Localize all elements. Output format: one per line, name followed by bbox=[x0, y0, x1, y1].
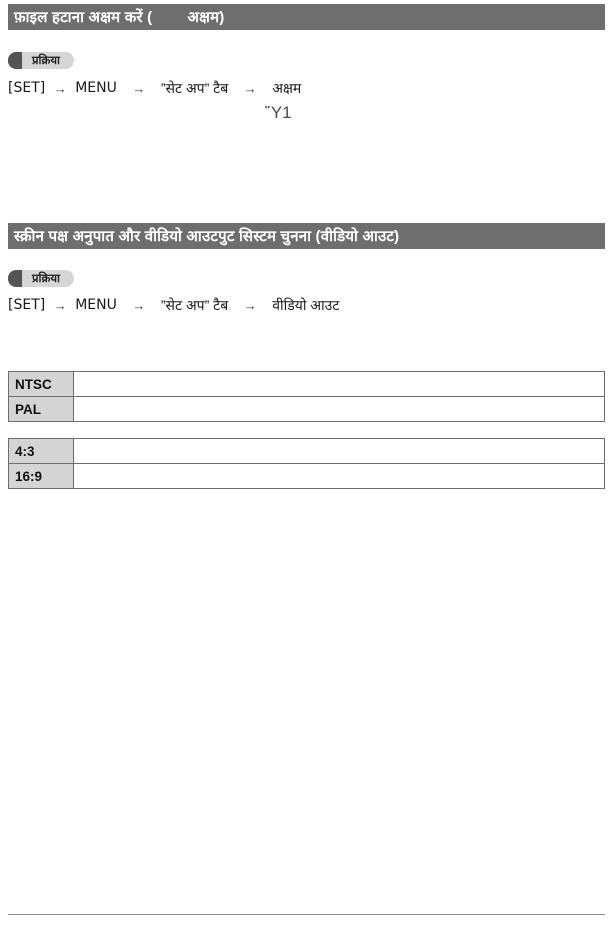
table-row bbox=[9, 397, 605, 422]
procedure-bullet-icon bbox=[8, 270, 22, 287]
procedure-tab-text: प्रक्रिया bbox=[22, 270, 74, 287]
path-step-video-out: वीडियो आउट bbox=[272, 296, 340, 313]
row-key-ntsc: NTSC bbox=[9, 372, 74, 397]
footer-divider bbox=[8, 914, 605, 915]
path-arrow-icon: → bbox=[53, 297, 67, 313]
path-arrow-icon: → bbox=[243, 297, 257, 313]
path-step-menu: MENU bbox=[75, 297, 117, 313]
path-arrow-icon: → bbox=[53, 80, 67, 96]
path-arrow-icon: → bbox=[132, 80, 146, 96]
path-step-disable: अक्षम bbox=[272, 79, 302, 96]
trash-icon: Ὕ1 bbox=[265, 102, 292, 122]
row-key-pal: PAL bbox=[9, 397, 74, 422]
path-arrow-icon: → bbox=[243, 80, 257, 96]
procedure-label-video-out bbox=[8, 268, 74, 288]
trash-icon-note bbox=[265, 102, 385, 122]
path-step-menu: MENU bbox=[75, 80, 117, 96]
table-aspect-ratio bbox=[8, 438, 605, 489]
row-value-4-3 bbox=[74, 439, 605, 464]
table-row bbox=[9, 439, 605, 464]
row-key-16-9: 16:9 bbox=[9, 464, 74, 489]
row-value-16-9 bbox=[74, 464, 605, 489]
procedure-tab-text: प्रक्रिया bbox=[22, 52, 74, 69]
row-key-4-3: 4:3 bbox=[9, 439, 74, 464]
table-row bbox=[9, 372, 605, 397]
procedure-bullet-icon bbox=[8, 52, 22, 69]
procedure-path-video-out bbox=[8, 294, 605, 316]
row-value-ntsc bbox=[74, 372, 605, 397]
section-heading-delete-disable: फ़ाइल हटाना अक्षम करें ( अक्षम) bbox=[8, 4, 605, 30]
procedure-path-delete-disable bbox=[8, 77, 605, 99]
path-step-set-button: [SET] bbox=[8, 80, 46, 96]
path-arrow-icon: → bbox=[132, 297, 146, 313]
table-row bbox=[9, 464, 605, 489]
path-step-setup-tab: ”सेट अप” टैब bbox=[160, 296, 229, 313]
section-heading-video-out: स्क्रीन पक्ष अनुपात और वीडियो आउटपुट सिस्टम चुनना (वीडियो आउट) bbox=[8, 223, 605, 249]
row-value-pal bbox=[74, 397, 605, 422]
procedure-label-delete-disable bbox=[8, 50, 74, 70]
path-step-setup-tab: ”सेट अप” टैब bbox=[160, 79, 229, 96]
table-video-system bbox=[8, 371, 605, 422]
path-step-set-button: [SET] bbox=[8, 297, 46, 313]
